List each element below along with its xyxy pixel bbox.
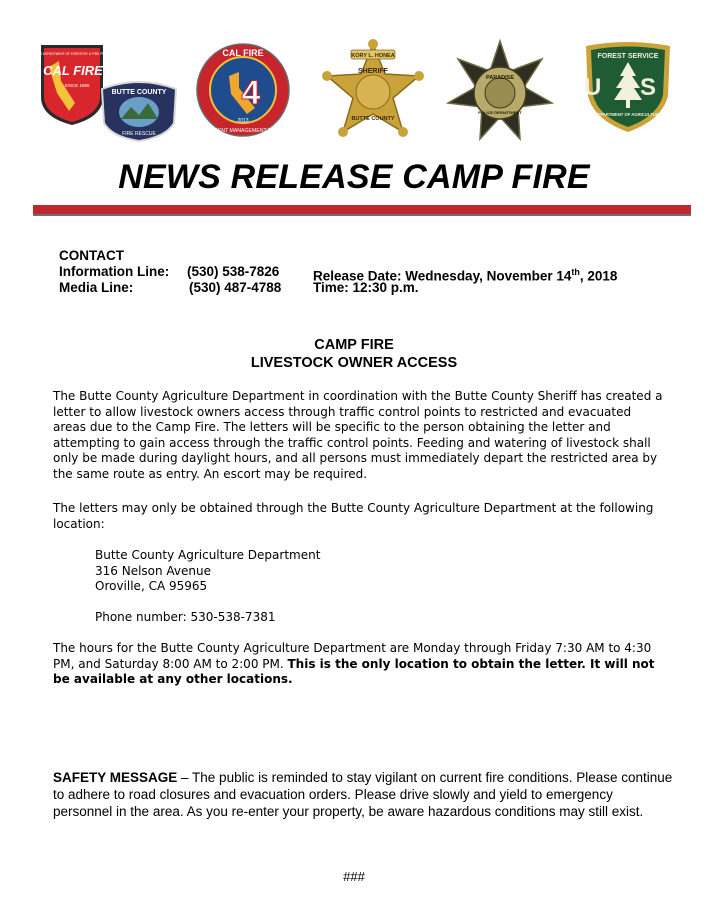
sheriff-title-text: SHERIFF	[358, 68, 388, 75]
butte-fire-top-text: BUTTE COUNTY	[111, 89, 167, 96]
safety-message	[53, 769, 673, 820]
address-block	[95, 548, 320, 595]
imt-ring-text: INCIDENT MANAGEMENT TEAM	[203, 128, 283, 134]
contact-heading: CONTACT	[59, 248, 124, 263]
imt-number: 4	[241, 74, 261, 112]
imt-main-text: CAL FIRE	[222, 48, 264, 58]
sheriff-name-text: KORY L. HONEA	[351, 53, 395, 59]
end-mark: ###	[343, 869, 365, 884]
address-line3: Oroville, CA 95965	[95, 579, 208, 594]
forest-bottom-text: DEPARTMENT OF AGRICULTURE	[594, 112, 662, 117]
media-line-label: Media Line:	[59, 280, 134, 295]
forest-service-logo	[582, 40, 674, 134]
calfire-imt4-logo	[195, 42, 291, 138]
address-line1: Butte County Agriculture Department	[95, 548, 321, 562]
release-title-line2: LIVESTOCK OWNER ACCESS	[250, 355, 458, 371]
safety-text: – The public is reminded to stay vigilant on current fire conditions. Please continue to adhere to road closures and evacuation orders. Please drive slowly and yield to emergency personnel in the area. As you re-enter your property, be aware hazardous conditions may still exist.	[53, 770, 673, 819]
release-date-year: , 2018	[579, 268, 618, 284]
release-date-suffix-ordinal: th	[571, 267, 580, 277]
release-title	[0, 336, 708, 372]
imt-year-text: 2013	[237, 118, 249, 124]
paragraph-obtain-location: The letters may only be obtained through the Butte County Agriculture Department at the following location:	[53, 501, 654, 531]
calfire-main-text: CAL FIRE	[43, 63, 103, 78]
phone-number: Phone number: 530-538-7381	[95, 610, 276, 624]
release-time: Time: 12:30 p.m.	[313, 280, 419, 295]
paradise-bottom-text: POLICE DEPARTMENT	[478, 110, 522, 115]
info-line-number: (530) 538-7826	[187, 264, 280, 279]
butte-county-fire-logo	[96, 79, 182, 143]
paradise-police-logo	[444, 37, 556, 145]
forest-letters-text: U S	[583, 74, 673, 101]
calfire-since-text: SINCE 1885	[64, 83, 90, 88]
info-line-label: Information Line:	[59, 264, 170, 279]
release-date-prefix: Release Date: Wednesday, November 14	[313, 268, 572, 284]
safety-label: SAFETY MESSAGE	[53, 770, 178, 785]
paragraph-hours	[53, 641, 663, 688]
address-line2: 316 Nelson Avenue	[95, 563, 212, 578]
sheriff-badge-logo	[317, 36, 429, 144]
forest-top-text: FOREST SERVICE	[597, 53, 659, 60]
sheriff-county-text: BUTTE COUNTY	[351, 116, 395, 122]
paradise-top-text: PARADISE	[485, 75, 515, 81]
red-divider-rule	[33, 205, 691, 216]
hours-text: The hours for the Butte County Agriculture Department are Monday through Friday 7:30 AM to 4:30 PM, and Saturday 8:00 AM to 2:00 PM.	[53, 641, 652, 671]
media-line-number: (530) 487-4788	[189, 280, 282, 295]
headline: NEWS RELEASE CAMP FIRE	[118, 158, 590, 196]
butte-fire-bottom-text: FIRE RESCUE	[122, 131, 156, 137]
release-title-line1: CAMP FIRE	[314, 337, 394, 353]
paragraph-livestock-letter: The Butte County Agriculture Department in coordination with the Butte County Sheriff has created a letter to allow livestock owners access through traffic control points to restricted and evacuated areas due to the Camp Fire. The letters will be specific to the person obtaining the letter and attempting to gain access through the traffic control points. Feeding and watering of livestock shall only be made during daylight hours, and all persons must immediately depart the restricted area by the same route as entry. An escort may be required.	[53, 389, 663, 481]
calfire-top-text: CALIFORNIA DEPARTMENT OF FORESTRY & FIRE PROTECTION	[23, 52, 121, 56]
logo-strip	[0, 0, 708, 150]
only-location-notice: This is the only location to obtain the letter. It will not be available at any other locations.	[53, 656, 655, 687]
